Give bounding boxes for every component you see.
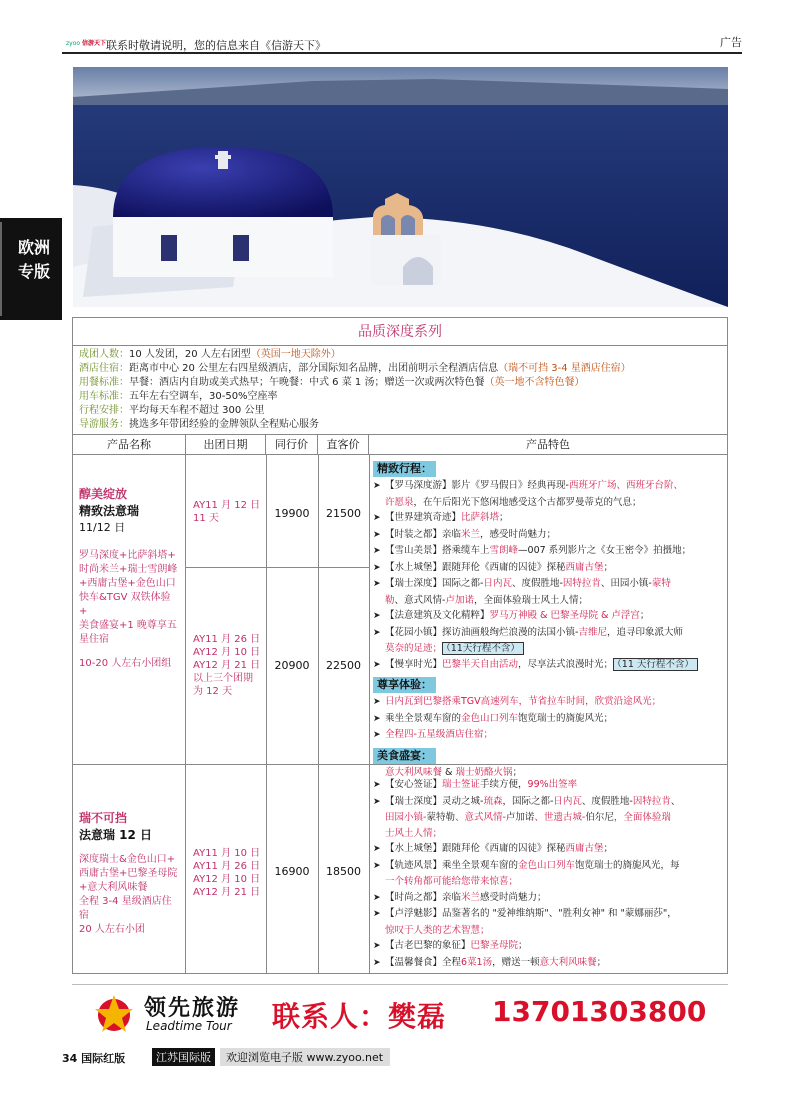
series-title: 品质深度系列 [73, 318, 727, 346]
info-key: 导游服务： [79, 419, 129, 430]
feature-text: 手续方便， [480, 779, 528, 790]
feature-line [373, 906, 723, 923]
product-desc-line: 深度瑞士&金色山口+ [79, 854, 176, 865]
feature-line [373, 938, 723, 955]
feature-text: ； [603, 561, 614, 573]
feature-text: 西庸古堡 [565, 843, 604, 854]
product-1-direct-price-a: 21500 [326, 507, 361, 520]
contact-phone[interactable]: 13701303800 [492, 995, 707, 1028]
feature-text: 瑞士签证 [442, 779, 481, 790]
feature-text: 感受时尚魅力； [480, 891, 547, 903]
feature-text: 雪朗峰 [489, 545, 519, 556]
feature-text: 米兰 [461, 891, 481, 903]
feature-text: 99%出签率 [527, 779, 578, 790]
feature-line [373, 858, 723, 875]
departure-date: AY12 月 10 日 [193, 647, 261, 658]
feature-text: 【轨迹风景】乘坐全景观车窗的 [385, 859, 519, 871]
product-desc-line: 西庸古堡+巴黎圣母院 [79, 868, 178, 879]
bullet-icon: ➤ [373, 627, 381, 638]
feature-line [373, 495, 723, 511]
departure-date: AY12 月 21 日 [193, 887, 261, 898]
product-desc-line: 星住宿 [79, 634, 109, 645]
contact-person: 联系人：樊磊 [272, 1000, 447, 1033]
product-row-2 [73, 765, 727, 973]
feature-text: 、世遗古城- [534, 812, 586, 823]
feature-text: 【古老巴黎的象征】 [385, 940, 471, 951]
feature-text: 士风土人情； [385, 827, 443, 839]
feature-text: 意大利风味餐 [539, 956, 597, 968]
product-1-description [79, 549, 179, 647]
feature-text: 意大利风味餐 [385, 766, 443, 778]
feature-line [373, 727, 723, 744]
feature-text: 田园小镇- [385, 812, 427, 823]
feature-text: 卢加诺 [445, 594, 474, 606]
col-features: 产品特色 [526, 438, 570, 451]
bullet-icon: ➤ [373, 697, 381, 707]
bullet-icon: ➤ [373, 909, 381, 919]
feature-text: 许愿泉 [385, 496, 414, 508]
bullet-icon: ➤ [373, 529, 381, 540]
product-1-dates-b [193, 633, 260, 698]
feature-text: 伯尔尼 [585, 812, 614, 823]
bullet-icon: ➤ [373, 513, 381, 523]
page-number: 34 国际红版 [62, 1052, 126, 1065]
feature-line [373, 625, 723, 642]
feature-text: 米兰 [461, 528, 481, 540]
product-1-peer-price-b: 20900 [274, 659, 310, 672]
contact-bar [72, 984, 728, 1042]
departure-date: 为 12 天 [193, 686, 233, 697]
feature-text: 巴黎半天自由活动 [442, 658, 519, 670]
info-key: 酒店住宿： [79, 363, 129, 374]
product-1-group: 10-20 人左右小团组 [79, 658, 172, 669]
feature-text: ，赠送一顿 [492, 956, 540, 968]
section-heading: 精致行程： [373, 461, 436, 477]
feature-text: （11天行程不含） [442, 642, 524, 655]
product-desc-line: 罗马深度+比萨斜塔+ [79, 550, 176, 561]
product-1-name: 醇美绽放 [79, 487, 128, 501]
product-desc-line: +意大利风味餐 [79, 882, 148, 893]
product-1-dates-a [193, 499, 260, 525]
feature-text: 【花园小镇】探访油画般绚烂浪漫的法国小镇- [385, 626, 579, 638]
product-desc-line: +西庸古堡+金色山口 [79, 578, 176, 589]
bullet-icon: ➤ [373, 659, 381, 670]
feature-text: 瑞士奶酪火锅 [455, 766, 513, 778]
feature-line [373, 608, 723, 625]
feature-text: 西庸古堡 [565, 561, 604, 573]
feature-text: 、度假胜地- [511, 578, 563, 589]
info-highlight: （英国一地天除外） [250, 349, 341, 360]
info-row [79, 348, 721, 362]
product-desc-line: 时尚米兰+瑞士雪朗峰 [79, 564, 178, 575]
feature-line [373, 826, 723, 842]
page-header [62, 36, 742, 54]
feature-line [373, 527, 723, 544]
product-2-description [79, 853, 179, 937]
feature-text: 【瑞士深度】国际之都- [385, 578, 484, 589]
feature-text: 住宿； [464, 729, 493, 740]
product-desc-line: 全程 3-4 星级酒店住 [79, 896, 172, 907]
feature-text: 巴黎圣母院 [470, 940, 519, 951]
feature-line [373, 543, 723, 560]
product-1-direct-price-b: 22500 [326, 659, 361, 672]
feature-text: 饱览瑞士的旖旎风光； [518, 712, 614, 724]
info-row [79, 404, 721, 418]
info-value: 平均每天车程不超过 300 公里 [129, 405, 265, 416]
feature-line [373, 810, 723, 826]
feature-text: 吉维尼 [578, 626, 607, 638]
section-side-tab [0, 218, 62, 320]
info-key: 行程安排： [79, 405, 129, 416]
feature-text: 、意式风情- [454, 812, 506, 823]
brand-name: 领先旅游 [144, 996, 241, 1021]
bullet-icon: ➤ [373, 844, 381, 854]
feature-text: 【慢享时光】 [385, 658, 443, 670]
col-product-name: 产品名称 [73, 435, 186, 455]
departure-date: AY11 月 26 日 [193, 861, 261, 872]
info-value: 挑选多年带团经验的金牌领队全程贴心服务 [129, 419, 319, 430]
bullet-icon: ➤ [373, 546, 381, 556]
info-row [79, 418, 721, 432]
feature-text: 【安心签证】 [385, 779, 443, 790]
feature-text: ，感受时尚魅力； [480, 528, 557, 540]
feature-text: 【罗马深度游】影片《罗马假日》经典再现- [385, 480, 569, 491]
feature-line [373, 576, 723, 593]
feature-text: （11 天行程不含） [613, 658, 698, 671]
feature-text: 【雪山美景】搭乘缆车上 [385, 545, 490, 556]
feature-line [373, 841, 723, 858]
product-row-1 [73, 455, 727, 778]
bullet-icon: ➤ [373, 796, 381, 807]
bullet-icon: ➤ [373, 892, 381, 903]
feature-line [373, 641, 723, 657]
departure-date: AY11 月 12 日 [193, 500, 261, 511]
feature-text: 【时尚之都】亲临 [385, 891, 462, 903]
bullet-icon: ➤ [373, 713, 381, 724]
departure-date: AY12 月 10 日 [193, 874, 261, 885]
product-desc-line: 快车&TGV 双铁体验+ [79, 592, 171, 617]
feature-text: 日内瓦 [553, 795, 582, 807]
feature-text: 一个转角都可能给您带来惊喜； [385, 876, 519, 887]
feature-text: —007 系列影片之《女王密令》拍摄地； [518, 545, 692, 556]
website-link[interactable]: 欢迎浏览电子版 www.zyoo.net [220, 1048, 390, 1066]
feature-text: 日内瓦到巴黎搭乘TGV高速列车，节省拉车时间，欣赏沿途风光； [385, 696, 662, 707]
feature-text: 【水上城堡】跟随拜伦《西庸的囚徒》探秘 [385, 561, 566, 573]
feature-text: ； [639, 610, 650, 621]
service-standards [73, 346, 727, 435]
col-peer-price: 同行价 [266, 435, 318, 455]
feature-text: & [442, 766, 456, 778]
bullet-icon: ➤ [373, 562, 381, 573]
product-2-features [369, 775, 727, 973]
feature-line [373, 923, 723, 939]
feature-text: 金色山口列车 [461, 712, 519, 724]
feature-text: 比萨斜塔 [461, 512, 500, 523]
feature-text: ，全面体验瑞士风土人情； [473, 594, 588, 606]
col-departure-date: 出团日期 [186, 435, 266, 455]
feature-line [373, 890, 723, 907]
info-row [79, 390, 721, 404]
section-heading: 美食盛宴： [373, 748, 436, 764]
feature-text: 、田园小镇- [600, 578, 652, 589]
page-footer [62, 1048, 392, 1066]
product-desc-line: 宿 [79, 910, 89, 921]
feature-text: 、 [670, 795, 681, 807]
info-value: 距离市中心 20 公里左右四星级酒店，部分国际知名品牌，出团前明示全程酒店信息 [129, 363, 499, 374]
feature-text: ，在午后阳光下悠闲地感受这个古都罗曼蒂克的气息； [413, 496, 642, 508]
info-row [79, 362, 721, 376]
product-desc-line: 20 人左右小团 [79, 924, 145, 935]
product-2-direct-price: 18500 [326, 865, 361, 878]
feature-text: 【卢浮魅影】品鉴著名的 "爱神维纳斯"、"胜利女神" 和 "蒙娜丽莎"， [385, 908, 677, 919]
brand-star-icon [94, 993, 134, 1033]
feature-line [373, 694, 723, 711]
feature-text: 乘坐全景观车窗的 [385, 712, 462, 724]
feature-text: 琉森 [483, 795, 503, 807]
bullet-icon: ➤ [373, 957, 381, 968]
feature-text: 全程四-五星级酒店 [385, 729, 465, 740]
feature-text: 勒 [385, 594, 395, 606]
bullet-icon: ➤ [373, 780, 381, 790]
bullet-icon: ➤ [373, 481, 381, 491]
feature-line [373, 510, 723, 527]
product-1-peer-price-a: 19900 [274, 507, 310, 520]
tour-table [72, 317, 728, 974]
feature-text: 惊叹于人类的艺术智慧； [385, 924, 490, 936]
feature-text: 【温馨餐食】全程 [385, 956, 462, 968]
feature-text: ，尽享法式浪漫时光； [518, 658, 614, 670]
feature-line [373, 593, 723, 609]
feature-line [373, 874, 723, 890]
info-highlight: （英一地不含特色餐） [484, 377, 585, 388]
feature-text: 卢加诺 [505, 812, 535, 823]
publisher-logo: zyoo 信游天下 [66, 40, 106, 47]
feature-text: ，全面体验瑞 [613, 812, 671, 823]
feature-text: ； [512, 766, 522, 778]
feature-text: ； [499, 512, 509, 523]
brand-name-en: Leadtime Tour [146, 1019, 232, 1033]
feature-text: 日内瓦 [483, 578, 512, 589]
feature-text: 【法意建筑及文化精粹】 [385, 610, 490, 621]
departure-date: AY11 月 10 日 [193, 848, 261, 859]
feature-line [373, 794, 723, 811]
feature-text: 罗马万神殿 & 巴黎圣母院 & 卢浮宫 [489, 610, 640, 621]
feature-text: ，追寻印象派大师 [606, 626, 683, 638]
feature-text: 饱览瑞士的旖旎风光，每 [575, 859, 680, 871]
departure-date: 以上三个团期 [193, 673, 253, 684]
feature-text: 【瑞士深度】灵动之城- [385, 795, 484, 807]
bullet-icon: ➤ [373, 611, 381, 621]
bullet-icon: ➤ [373, 860, 381, 871]
feature-text: 蒙特勒 [426, 812, 455, 823]
info-key: 用餐标准： [79, 377, 129, 388]
col-direct-price: 直客价 [318, 435, 369, 455]
contact-notice: 联系时敬请说明，您的信息来自《信游天下》 [106, 39, 326, 52]
feature-text: 【时装之都】亲临 [385, 528, 462, 540]
departure-date: AY11 月 26 日 [193, 634, 261, 645]
feature-text: 【水上城堡】跟随拜伦《西庸的囚徒》探秘 [385, 843, 566, 854]
feature-text: 西班牙广场、西班牙台阶、 [568, 480, 683, 491]
product-desc-line: 美食盛宴+1 晚尊享五 [79, 620, 177, 631]
ad-label: 广告 [720, 36, 742, 49]
departure-date: 11 天 [193, 513, 219, 524]
product-2-name-cell [73, 765, 186, 973]
feature-text: 因特拉肯 [632, 795, 671, 807]
product-1-name-cell [73, 455, 186, 764]
departure-date: AY12 月 21 日 [193, 660, 261, 671]
feature-text: 金色山口列车 [518, 859, 576, 871]
feature-text: ； [596, 956, 607, 968]
feature-line [373, 711, 723, 728]
feature-text: 因特拉肯 [562, 578, 601, 589]
info-key: 成团人数： [79, 349, 129, 360]
product-2-subtitle: 法意瑞 12 日 [79, 828, 153, 842]
feature-text: ； [603, 843, 614, 854]
feature-text: 蒙特 [651, 578, 671, 589]
feature-text: 、度假胜地- [581, 795, 633, 807]
product-1-features [369, 455, 727, 782]
edition-tag: 江苏国际版 [152, 1048, 215, 1066]
feature-line [373, 478, 723, 495]
feature-line [373, 777, 723, 794]
section-heading: 尊享体验： [373, 677, 436, 693]
info-value: 早餐：酒店内自助或美式热早；午晚餐：中式 6 菜 1 汤；赠送一次或两次特色餐 [129, 377, 485, 388]
product-1-subtitle: 精致法意瑞 [79, 504, 140, 518]
product-2-name: 瑞不可挡 [79, 811, 128, 825]
product-1-days: 11/12 日 [79, 521, 126, 534]
feature-line [373, 560, 723, 577]
product-2-dates [193, 847, 260, 899]
info-row [79, 376, 721, 390]
side-tab-label: 欧洲专版 [17, 238, 50, 281]
feature-line [373, 657, 723, 674]
bullet-icon: ➤ [373, 579, 381, 589]
bullet-icon: ➤ [373, 941, 381, 951]
info-value: 五年左右空调车，30-50%空座率 [129, 391, 278, 402]
info-highlight: （瑞不可挡 3-4 星酒店住宿） [498, 363, 631, 374]
feature-text: ； [518, 940, 528, 951]
info-value: 10 人发团，20 人左右团型 [129, 349, 251, 360]
feature-line [373, 955, 723, 972]
product-2-peer-price: 16900 [274, 865, 310, 878]
feature-text: 【世界建筑奇迹】 [385, 512, 462, 523]
feature-text: 莫奈的足迹； [385, 643, 443, 654]
feature-text: ，国际之都- [502, 795, 554, 807]
table-header [73, 435, 727, 455]
santorini-photo [73, 67, 728, 307]
info-key: 用车标准： [79, 391, 129, 402]
feature-text: 、意式风情- [394, 594, 446, 606]
feature-text: 6菜1汤 [461, 956, 493, 968]
bullet-icon: ➤ [373, 730, 381, 740]
